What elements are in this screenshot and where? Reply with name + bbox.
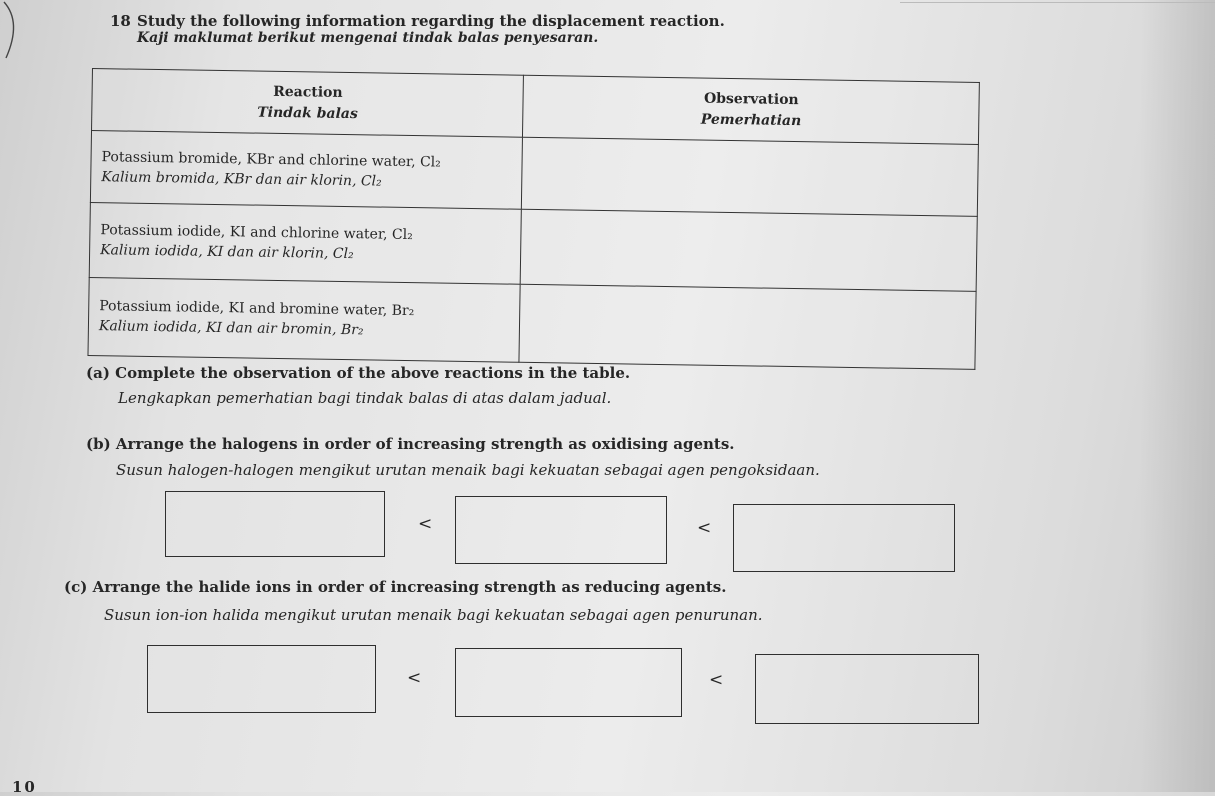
less-than-sign: < xyxy=(407,668,422,688)
table-row xyxy=(89,203,977,291)
part-c-text-ms: Susun ion-ion halida mengikut urutan menaik bagi kekuatan sebagai agen penurunan. xyxy=(104,606,763,624)
reducing-answer-box-1[interactable] xyxy=(147,645,376,713)
reaction-header xyxy=(92,69,524,138)
observation-answer-field[interactable] xyxy=(521,210,978,291)
part-b-text-en: Arrange the halogens in order of increasing strength as oxidising agents. xyxy=(115,435,735,453)
oxidising-answer-box-1[interactable] xyxy=(165,491,385,557)
reaction-ms: Kalium iodida, KI dan air bromin, Br₂ xyxy=(98,318,364,339)
reducing-answer-box-3[interactable] xyxy=(755,654,979,724)
reaction-cell xyxy=(89,203,522,284)
question-text-en: Study the following information regarding the displacement reaction. xyxy=(137,12,725,30)
reaction-header-ms: Tindak balas xyxy=(257,104,358,122)
table-row xyxy=(88,277,976,369)
less-than-sign: < xyxy=(418,514,433,534)
part-a-label: (a) xyxy=(86,364,110,382)
reaction-ms: Kalium bromida, KBr dan air klorin, Cl₂ xyxy=(101,168,382,190)
reaction-en: Potassium bromide, KBr and chlorine water, Cl₂ xyxy=(101,148,441,171)
reaction-cell xyxy=(90,131,523,210)
oxidising-answer-box-2[interactable] xyxy=(455,496,667,564)
reaction-ms: Kalium iodida, KI dan air klorin, Cl₂ xyxy=(100,242,354,263)
part-b-text-ms: Susun halogen-halogen mengikut urutan menaik bagi kekuatan sebagai agen pengoksidaan. xyxy=(116,461,820,479)
part-c-label: (c) xyxy=(64,578,88,596)
page-edge-line xyxy=(900,2,1215,3)
part-c-text-en: Arrange the halide ions in order of increasing strength as reducing agents. xyxy=(92,578,727,596)
reaction-cell xyxy=(88,277,521,362)
reaction-en: Potassium iodide, KI and chlorine water, Cl₂ xyxy=(100,221,413,243)
part-a-text-en: Complete the observation of the above reactions in the table. xyxy=(115,364,631,382)
page-shadow xyxy=(1140,0,1215,792)
part-a-text-ms: Lengkapkan pemerhatian bagi tindak balas di atas dalam jadual. xyxy=(118,389,612,407)
observation-header-en: Observation xyxy=(703,90,799,109)
reducing-answer-box-2[interactable] xyxy=(455,648,682,717)
observation-header-ms: Pemerhatian xyxy=(700,111,802,129)
less-than-sign: < xyxy=(709,670,724,690)
observation-answer-field[interactable] xyxy=(522,137,979,216)
reaction-en: Potassium iodide, KI and bromine water, Br₂ xyxy=(99,298,415,320)
question-number: 18 xyxy=(110,12,131,30)
part-c-question xyxy=(64,578,726,596)
page-number: 10 xyxy=(12,778,37,796)
page-curl-mark xyxy=(0,0,30,60)
oxidising-answer-box-3[interactable] xyxy=(733,504,955,572)
part-b-question xyxy=(86,435,735,453)
question-text-ms: Kaji maklumat berikut mengenai tindak balas penyesaran. xyxy=(137,30,599,46)
part-b-label: (b) xyxy=(86,435,111,453)
reaction-table xyxy=(87,68,979,370)
reaction-header-en: Reaction xyxy=(273,84,343,102)
observation-header xyxy=(523,75,979,144)
part-a-question xyxy=(86,364,630,382)
table-row xyxy=(90,131,978,217)
observation-answer-field[interactable] xyxy=(519,284,976,369)
less-than-sign: < xyxy=(697,518,712,538)
